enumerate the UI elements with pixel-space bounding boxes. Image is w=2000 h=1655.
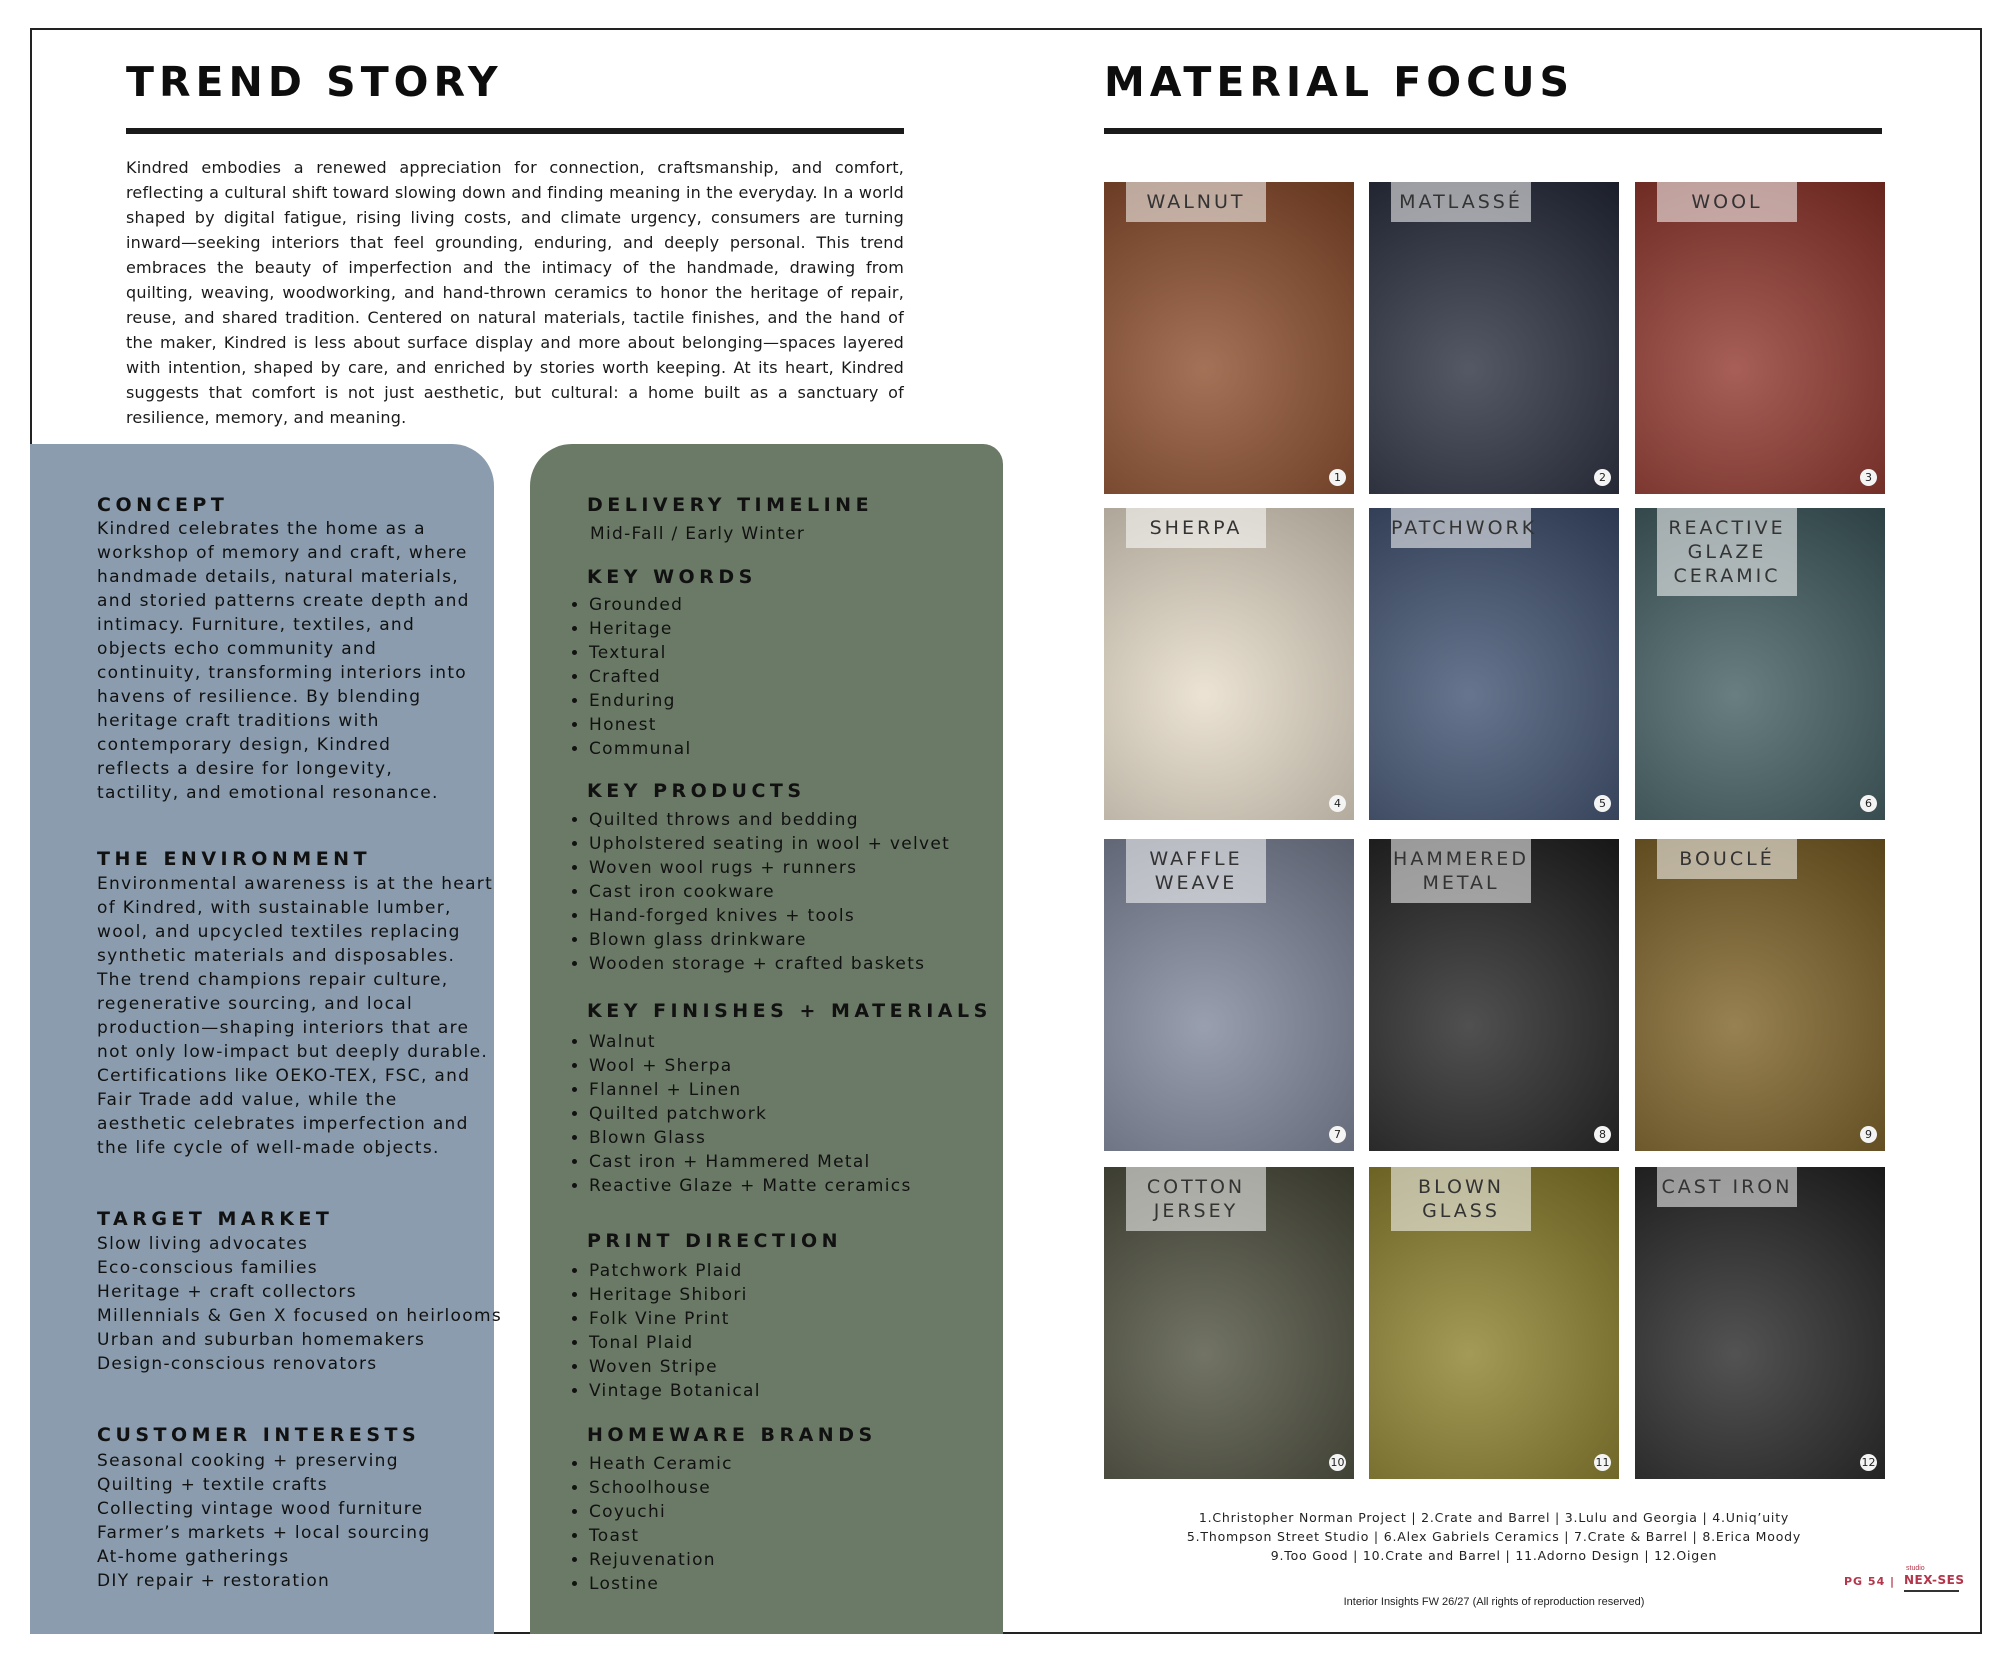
text-line: the life cycle of well-made objects. xyxy=(97,1138,440,1158)
trend-story-rule xyxy=(126,128,904,134)
list-item: • Coyuchi xyxy=(589,1500,733,1524)
text-line: Urban and suburban homemakers xyxy=(97,1330,426,1350)
list-item: • Toast xyxy=(589,1524,733,1548)
text-line: Eco-conscious families xyxy=(97,1258,318,1278)
text-line: Environmental awareness is at the heart xyxy=(97,874,494,894)
concept-title: CONCEPT xyxy=(97,494,229,516)
homeware-brands-title: HOMEWARE BRANDS xyxy=(587,1424,877,1446)
text-line: Millennials & Gen X focused on heirlooms xyxy=(97,1306,502,1326)
brand-small-text: studio xyxy=(1906,1565,1925,1572)
text-line: of Kindred, with sustainable lumber, xyxy=(97,898,452,918)
list-item: • Blown Glass xyxy=(589,1126,912,1150)
list-item: • Heritage xyxy=(589,617,691,641)
list-item: • Lostine xyxy=(589,1572,733,1596)
text-line: At-home gatherings xyxy=(97,1547,290,1567)
trend-story-title: TREND STORY xyxy=(126,58,503,106)
text-line: regenerative sourcing, and local xyxy=(97,994,413,1014)
list-item: • Schoolhouse xyxy=(589,1476,733,1500)
text-line: Quilting + textile crafts xyxy=(97,1475,328,1495)
print-direction-title: PRINT DIRECTION xyxy=(587,1230,843,1252)
material-tile xyxy=(1635,508,1885,820)
text-line: production—shaping interiors that are xyxy=(97,1018,470,1038)
wool-rug-photo xyxy=(1635,182,1885,494)
material-focus-rule xyxy=(1104,128,1882,134)
sherpa-fleece-photo xyxy=(1104,508,1354,820)
material-tile-label: MATLASSÉ xyxy=(1391,182,1531,222)
list-item: • Cast iron cookware xyxy=(589,880,950,904)
list-item: • Textural xyxy=(589,641,691,665)
target-market-title: TARGET MARKET xyxy=(97,1208,334,1230)
environment-title: THE ENVIRONMENT xyxy=(97,848,372,870)
list-item: • Woven wool rugs + runners xyxy=(589,856,950,880)
material-tile-label: PATCHWORK xyxy=(1391,508,1531,548)
material-tile-number: 5 xyxy=(1594,795,1611,812)
text-line: and storied patterns create depth and xyxy=(97,591,470,611)
print-direction-list xyxy=(567,1259,761,1403)
material-tile-label: COTTON JERSEY xyxy=(1126,1167,1266,1231)
list-item: • Crafted xyxy=(589,665,691,689)
list-item: • Reactive Glaze + Matte ceramics xyxy=(589,1174,912,1198)
text-line: synthetic materials and disposables. xyxy=(97,946,456,966)
list-item: • Patchwork Plaid xyxy=(589,1259,761,1283)
material-tile-label: WOOL xyxy=(1657,182,1797,222)
customer-interests-title: CUSTOMER INTERESTS xyxy=(97,1424,421,1446)
text-line: Farmer’s markets + local sourcing xyxy=(97,1523,431,1543)
text-line: heritage craft traditions with xyxy=(97,711,380,731)
list-item: • Cast iron + Hammered Metal xyxy=(589,1150,912,1174)
brand-underline xyxy=(1904,1590,1959,1592)
text-line: 5.Thompson Street Studio | 6.Alex Gabriels Ceramics | 7.Crate & Barrel | 8.Erica Moody xyxy=(1186,1529,1802,1544)
text-line: continuity, transforming interiors into xyxy=(97,663,467,683)
material-tile xyxy=(1104,508,1354,820)
material-tile xyxy=(1104,1167,1354,1479)
material-tile xyxy=(1635,182,1885,494)
text-line: 9.Too Good | 10.Crate and Barrel | 11.Adorno Design | 12.Oigen xyxy=(1270,1548,1718,1563)
list-item: • Hand-forged knives + tools xyxy=(589,904,950,928)
text-line: The trend champions repair culture, xyxy=(97,970,449,990)
material-tile xyxy=(1104,182,1354,494)
list-item: • Blown glass drinkware xyxy=(589,928,950,952)
material-tile-number: 2 xyxy=(1594,469,1611,486)
material-tile-number: 3 xyxy=(1860,469,1877,486)
list-item: • Rejuvenation xyxy=(589,1548,733,1572)
text-line: 1.Christopher Norman Project | 2.Crate and Barrel | 3.Lulu and Georgia | 4.Uniq’uity xyxy=(1198,1510,1790,1525)
list-item: • Heritage Shibori xyxy=(589,1283,761,1307)
list-item: • Upholstered seating in wool + velvet xyxy=(589,832,950,856)
page-number: PG 54 | xyxy=(1844,1575,1896,1588)
key-finishes-list xyxy=(567,1030,912,1198)
text-line: Kindred celebrates the home as a xyxy=(97,519,426,539)
material-tile xyxy=(1104,839,1354,1151)
text-line: tactility, and emotional resonance. xyxy=(97,783,439,803)
list-item: • Flannel + Linen xyxy=(589,1078,912,1102)
text-line: aesthetic celebrates imperfection and xyxy=(97,1114,469,1134)
cast-iron-pan-photo xyxy=(1635,1167,1885,1479)
list-item: • Woven Stripe xyxy=(589,1355,761,1379)
list-item: • Tonal Plaid xyxy=(589,1331,761,1355)
concept-text xyxy=(97,517,470,805)
material-tile-label: HAMMERED METAL xyxy=(1391,839,1531,903)
material-tile xyxy=(1369,182,1619,494)
trend-story-intro: Kindred embodies a renewed appreciation for connection, craftsmanship, and comfort, reflecting a cultural shift toward slowing down and finding meaning in the everyday. In a world shaped by digital fatigue, rising living costs, and climate urgency, consumers are turning inward—seeking interiors that feel grounding, enduring, and deeply personal. This trend embraces the beauty of imperfection and the intimacy of the handmade, drawing from quilting, weaving, woodworking, and hand-thrown ceramics to honor the heritage of repair, reuse, and shared tradition. Centered on natural materials, tactile finishes, and the hand of the maker, Kindred is less about surface display and more about belonging—spaces layered with intention, shaped by care, and enriched by stories worth keeping. At its heart, Kindred suggests that comfort is not just aesthetic, but cultural: a home built as a sanctuary of resilience, memory, and meaning. xyxy=(126,158,904,427)
material-tile-number: 11 xyxy=(1595,1456,1610,1469)
material-tile xyxy=(1635,839,1885,1151)
key-words-title: KEY WORDS xyxy=(587,566,757,588)
text-line: intimacy. Furniture, textiles, and xyxy=(97,615,416,635)
list-item: • Enduring xyxy=(589,689,691,713)
material-tile-number: 12 xyxy=(1861,1456,1876,1469)
list-item: • Walnut xyxy=(589,1030,912,1054)
material-tile xyxy=(1369,839,1619,1151)
material-tile-label: REACTIVE GLAZE CERAMIC xyxy=(1657,508,1797,596)
material-tile-label: CAST IRON xyxy=(1657,1167,1797,1207)
patchwork-pillow-photo xyxy=(1369,508,1619,820)
list-item: • Wool + Sherpa xyxy=(589,1054,912,1078)
homeware-brands-list xyxy=(567,1452,733,1596)
text-line: reflects a desire for longevity, xyxy=(97,759,394,779)
material-tile-number: 4 xyxy=(1329,795,1346,812)
environment-text xyxy=(97,872,493,1160)
list-item: • Vintage Botanical xyxy=(589,1379,761,1403)
key-finishes-title: KEY FINISHES + MATERIALS xyxy=(587,1000,992,1022)
list-item: • Wooden storage + crafted baskets xyxy=(589,952,950,976)
list-item: • Quilted throws and bedding xyxy=(589,808,950,832)
text-line: Seasonal cooking + preserving xyxy=(97,1451,399,1471)
key-products-list xyxy=(567,808,950,976)
material-tile-label: BLOWN GLASS xyxy=(1391,1167,1531,1231)
text-line: handmade details, natural materials, xyxy=(97,567,460,587)
text-line: contemporary design, Kindred xyxy=(97,735,392,755)
text-line: havens of resilience. By blending xyxy=(97,687,422,707)
material-tile xyxy=(1635,1167,1885,1479)
material-tile-number: 10 xyxy=(1330,1456,1345,1469)
list-item: • Communal xyxy=(589,737,691,761)
material-tile xyxy=(1369,508,1619,820)
delivery-timeline-value: Mid-Fall / Early Winter xyxy=(590,524,806,544)
image-credits xyxy=(1104,1508,1884,1565)
material-tile-number: 6 xyxy=(1860,795,1877,812)
material-tile-label: BOUCLÉ xyxy=(1657,839,1797,879)
text-line: Certifications like OEKO-TEX, FSC, and xyxy=(97,1066,471,1086)
target-market-list xyxy=(97,1232,502,1376)
boucle-stool-photo xyxy=(1635,839,1885,1151)
material-tile-label: WAFFLE WEAVE xyxy=(1126,839,1266,903)
matelasse-fabric-photo xyxy=(1369,182,1619,494)
material-tile-number: 1 xyxy=(1329,469,1346,486)
text-line: Fair Trade add value, while the xyxy=(97,1090,398,1110)
text-line: Heritage + craft collectors xyxy=(97,1282,357,1302)
key-words-list xyxy=(567,593,691,761)
text-line: Collecting vintage wood furniture xyxy=(97,1499,424,1519)
walnut-stool-photo xyxy=(1104,182,1354,494)
list-item: • Folk Vine Print xyxy=(589,1307,761,1331)
list-item: • Honest xyxy=(589,713,691,737)
material-tile-number: 7 xyxy=(1329,1126,1346,1143)
material-tile-number: 8 xyxy=(1594,1126,1611,1143)
material-tile-number: 9 xyxy=(1860,1126,1877,1143)
text-line: workshop of memory and craft, where xyxy=(97,543,468,563)
material-tile-label: SHERPA xyxy=(1126,508,1266,548)
brand-logo: NEX-SES xyxy=(1904,1573,1965,1587)
delivery-timeline-title: DELIVERY TIMELINE xyxy=(587,494,874,516)
text-line: wool, and upcycled textiles replacing xyxy=(97,922,461,942)
list-item: • Heath Ceramic xyxy=(589,1452,733,1476)
material-tile-label: WALNUT xyxy=(1126,182,1266,222)
list-item: • Quilted patchwork xyxy=(589,1102,912,1126)
rights-footnote: Interior Insights FW 26/27 (All rights of reproduction reserved) xyxy=(1343,1596,1645,1608)
key-products-title: KEY PRODUCTS xyxy=(587,780,806,802)
text-line: Design-conscious renovators xyxy=(97,1354,378,1374)
text-line: DIY repair + restoration xyxy=(97,1571,331,1591)
material-tile xyxy=(1369,1167,1619,1479)
text-line: Slow living advocates xyxy=(97,1234,309,1254)
list-item: • Grounded xyxy=(589,593,691,617)
text-line: objects echo community and xyxy=(97,639,378,659)
material-focus-title: MATERIAL FOCUS xyxy=(1104,58,1575,106)
text-line: not only low-impact but deeply durable. xyxy=(97,1042,489,1062)
customer-interests-list xyxy=(97,1449,430,1593)
